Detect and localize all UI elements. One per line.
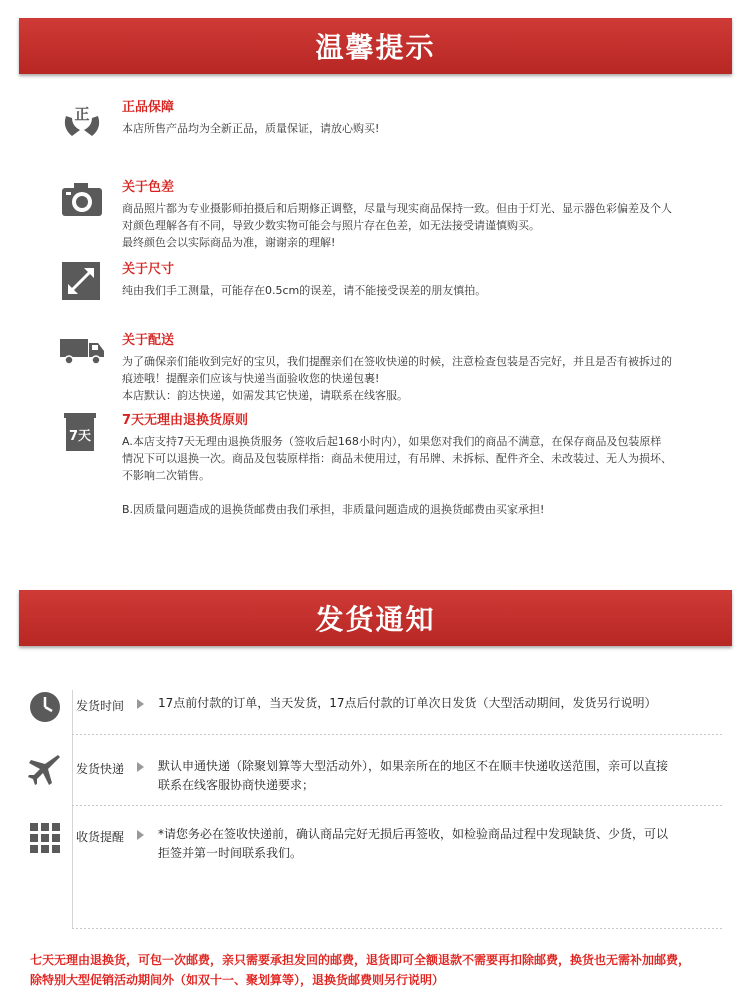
- seven-day-calendar-icon: [60, 413, 104, 453]
- clock-icon: [28, 690, 62, 724]
- notice-title: 正品保障: [122, 100, 175, 115]
- return-policy-note: 七天无理由退换货，可包一次邮费，亲只需要承担发回的邮费，退货即可全额退款不需要再扣除邮费，换货也无需补加邮费， 除特别大型促销活动期间外（如双十一、聚划算等），退换货邮费则另行说明）: [30, 953, 691, 987]
- dashed-divider: [72, 734, 722, 735]
- notice-title: 关于尺寸: [122, 262, 175, 277]
- dashed-divider: [72, 928, 722, 929]
- notice-body: 商品照片都为专业摄影师拍摄后和后期修正调整，尽量与现实商品保持一致。但由于灯光、显示器色彩偏差及个人 对颜色理解各有不同，导致少数实物可能会与照片存在色差，如无法接受请谨慎购买。 最终颜色会以实际商品为准，谢谢亲的理解!: [122, 202, 672, 249]
- seven-day-icon-text: 7天: [68, 429, 92, 444]
- tips-banner-title: 温馨提示: [315, 31, 436, 64]
- ship-row-label: 发货时间: [76, 699, 125, 713]
- ship-row-text: 17点前付款的订单，当天发货，17点后付款的订单次日发货（大型活动期间，发货另行说明）: [158, 696, 657, 710]
- notice-body: A.本店支持7天无理由退换货服务（签收后起168小时内），如果您对我们的商品不满意，在保存商品及包装原样 情况下可以退换一次。商品及包装原样指：商品未使用过，有吊牌、未拆标、配件齐全、未改装过、无人为损坏、 不影响二次销售。 B.因质量问题造成的退换货邮费由我们承担，非质量问题造成的退换货邮费由买家承担!: [122, 433, 717, 518]
- notice-body: 为了确保亲们能收到完好的宝贝，我们提醒亲们在签收快递的时候，注意检查包装是否完好，并且是否有被拆过的 痕迹哦！提醒亲们应该与快递当面验收您的快递包裹! 本店默认：韵达快递，如需发其它快递，请联系在线客服。: [122, 355, 672, 402]
- shipping-banner: [19, 590, 732, 646]
- notice-title: 7天无理由退换货原则: [122, 413, 249, 428]
- airplane-icon: [28, 753, 62, 787]
- notice-title: 关于配送: [122, 333, 175, 348]
- notice-extra: B.因质量问题造成的退换货邮费由我们承担，非质量问题造成的退换货邮费由买家承担!: [122, 503, 545, 516]
- notice-title: 关于色差: [122, 180, 175, 195]
- caret-right-icon: [137, 762, 144, 772]
- genuine-icon-text: 正: [74, 105, 90, 123]
- caret-right-icon: [137, 830, 144, 840]
- ship-row-label: 发货快递: [76, 762, 125, 776]
- notice-body: 本店所售产品均为全新正品，质量保证，请放心购买!: [122, 122, 380, 135]
- grid-icon: [28, 821, 62, 855]
- ship-row-text: 默认申通快递（除聚划算等大型活动外），如果亲所在的地区不在顺丰快递收送范围，亲可以直接 联系在线客服协商快递要求；: [158, 759, 669, 792]
- shipping-banner-title: 发货通知: [315, 603, 436, 636]
- vertical-divider: [72, 690, 73, 928]
- genuine-icon: [60, 100, 104, 140]
- tips-banner: [19, 18, 732, 74]
- camera-icon: [60, 180, 104, 220]
- dashed-divider: [72, 805, 722, 806]
- notice-body: 纯由我们手工测量，可能存在0.5cm的误差，请不能接受误差的朋友慎拍。: [122, 284, 487, 297]
- caret-right-icon: [137, 699, 144, 709]
- ship-row-label: 收货提醒: [76, 830, 125, 844]
- size-arrow-icon: [60, 262, 104, 302]
- ship-row-text: *请您务必在签收快递前，确认商品完好无损后再签收，如检验商品过程中发现缺货、少货，可以 拒签并第一时间联系我们。: [158, 827, 669, 860]
- delivery-truck-icon: [60, 333, 104, 373]
